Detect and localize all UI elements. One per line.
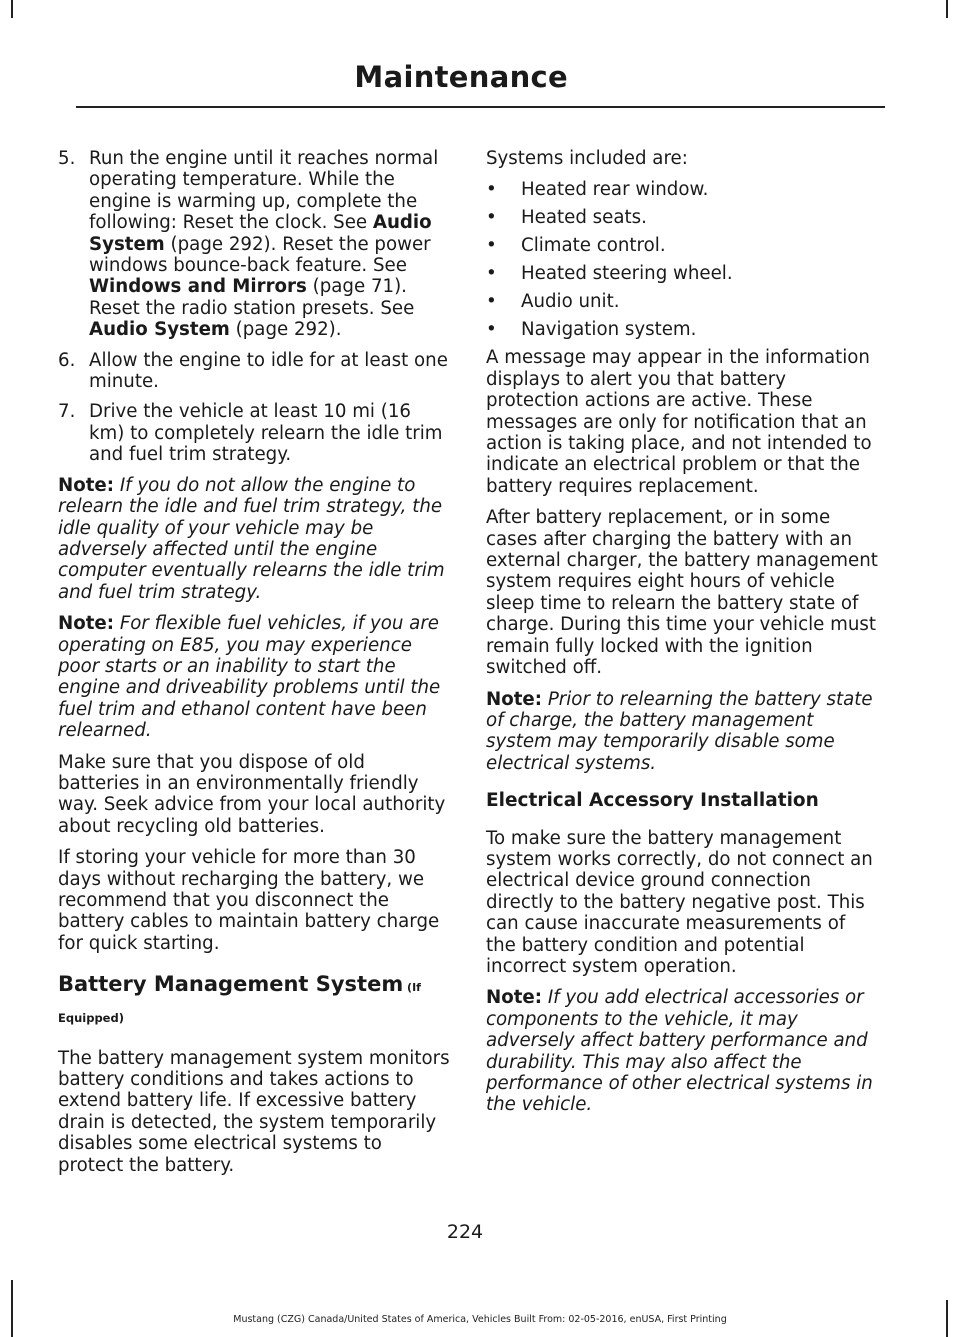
section-suffix: (If [403, 981, 421, 995]
step-5 [58, 148, 450, 341]
step-6 [58, 350, 450, 393]
step-text: Run the engine until it reaches normal operating temperature. While the engine is warming up, complete the following: Reset the clock. See [89, 148, 439, 234]
crop-mark [11, 0, 13, 18]
bullet-icon: • [486, 263, 497, 285]
page-number: 224 [446, 1221, 484, 1243]
equipped-label: Equipped) [58, 1011, 124, 1026]
list-item-text: Audio unit. [521, 291, 620, 313]
step-number: 6. [58, 349, 76, 371]
paragraph: Make sure that you dispose of old batteries in an environmentally friendly way. Seek advice from your local authority about recycling old batteries. [58, 751, 446, 837]
left-column [58, 148, 450, 1186]
audio-system-link[interactable]: Audio System [89, 319, 230, 341]
note-label: Note: [486, 987, 543, 1009]
header-rule [76, 106, 885, 108]
note-text: If you do not allow the engine to relearn the idle and fuel trim strategy, the idle quality of your vehicle may be adversely affected until the engine computer eventually relearns the idle trim and fuel trim strategy. [58, 474, 445, 603]
list-item-text: Navigation system. [521, 319, 697, 341]
step-text: Allow the engine to idle for at least one minute. [89, 349, 448, 393]
step-7 [58, 401, 450, 465]
note-text: If you add electrical accessories or components to the vehicle, it may adversely affect battery performance and durability. This may also affect the performance of other electrical systems in the vehicle. [486, 987, 873, 1116]
list-item [486, 235, 880, 256]
paragraph: To make sure the battery management system works correctly, do not connect an electrical device ground connection directly to the battery negative post. This can cause inaccurate measurements of the battery condition and potential incorrect system operation. [486, 827, 873, 977]
list-item-text: Heated rear window. [521, 179, 709, 201]
step-text: Drive the vehicle at least 10 mi (16 km) to completely relearn the idle trim and fuel trim strategy. [89, 401, 443, 466]
crop-mark [946, 0, 948, 18]
step-text: (page 292). [229, 319, 342, 341]
paragraph: A message may appear in the information displays to alert you that battery protection actions are active. These messages are only for notification that an action is taking place, and not intended to indicate an electrical problem or that the battery requires replacement. [486, 347, 872, 497]
list-item-text: Climate control. [521, 235, 666, 257]
list-item-text: Heated seats. [521, 207, 647, 229]
note [58, 475, 450, 603]
note-text: Prior to relearning the battery state of charge, the battery management system may temporarily disable some electrical systems. [486, 688, 873, 774]
paragraph: If storing your vehicle for more than 30 days without recharging the battery, we recommend that you disconnect the battery cables to maintain battery charge for quick starting. [58, 847, 440, 954]
list-item [486, 319, 880, 340]
note [486, 689, 880, 775]
list-item [486, 179, 880, 200]
subsection-heading: Electrical Accessory Installation [486, 790, 819, 812]
list-item [486, 207, 880, 228]
footer-text: Mustang (CZG) Canada/United States of America, Vehicles Built From: 02-05-2016, enUSA, First Printing [233, 1314, 727, 1325]
bullet-icon: • [486, 291, 497, 313]
list-item-text: Heated steering wheel. [521, 263, 733, 285]
bullet-icon: • [486, 179, 497, 201]
note-text: For flexible fuel vehicles, if you are operating on E85, you may experience poor starts or an inability to start the engine and driveability problems until the fuel trim and ethanol content have been relearned. [58, 613, 441, 742]
note [486, 987, 880, 1115]
section-title: Battery Management System [58, 972, 404, 997]
bullet-icon: • [486, 235, 497, 257]
step-number: 7. [58, 401, 76, 423]
paragraph: After battery replacement, or in some cases after charging the battery with an external charger, the battery management system requires eight hours of vehicle sleep time to relearn the battery state of charge. During this time your vehicle must remain fully locked with the ignition switched off. [486, 507, 878, 679]
step-text: (page 71). Reset the radio station presets. See [89, 276, 415, 319]
note-label: Note: [58, 474, 115, 496]
list-item [486, 291, 880, 312]
crop-mark [11, 1280, 13, 1337]
paragraph: Systems included are: [486, 148, 688, 169]
section-heading [58, 972, 450, 1000]
note-label: Note: [486, 688, 543, 710]
bullet-icon: • [486, 319, 497, 341]
note [58, 613, 450, 741]
list-item [486, 263, 880, 284]
bullet-icon: • [486, 207, 497, 229]
step-number: 5. [58, 148, 76, 169]
note-label: Note: [58, 613, 115, 635]
audio-system-link[interactable]: Audio System [89, 212, 432, 255]
step-text: (page 292). Reset the power windows bounce-back feature. See [89, 233, 431, 277]
windows-mirrors-link[interactable]: Windows and Mirrors [89, 276, 307, 298]
right-column [486, 148, 880, 1126]
paragraph: The battery management system monitors battery conditions and takes actions to extend battery life. If excessive battery drain is detected, the system temporarily disables some electrical systems to protect the battery. [58, 1047, 450, 1176]
page-title: Maintenance [354, 60, 568, 94]
